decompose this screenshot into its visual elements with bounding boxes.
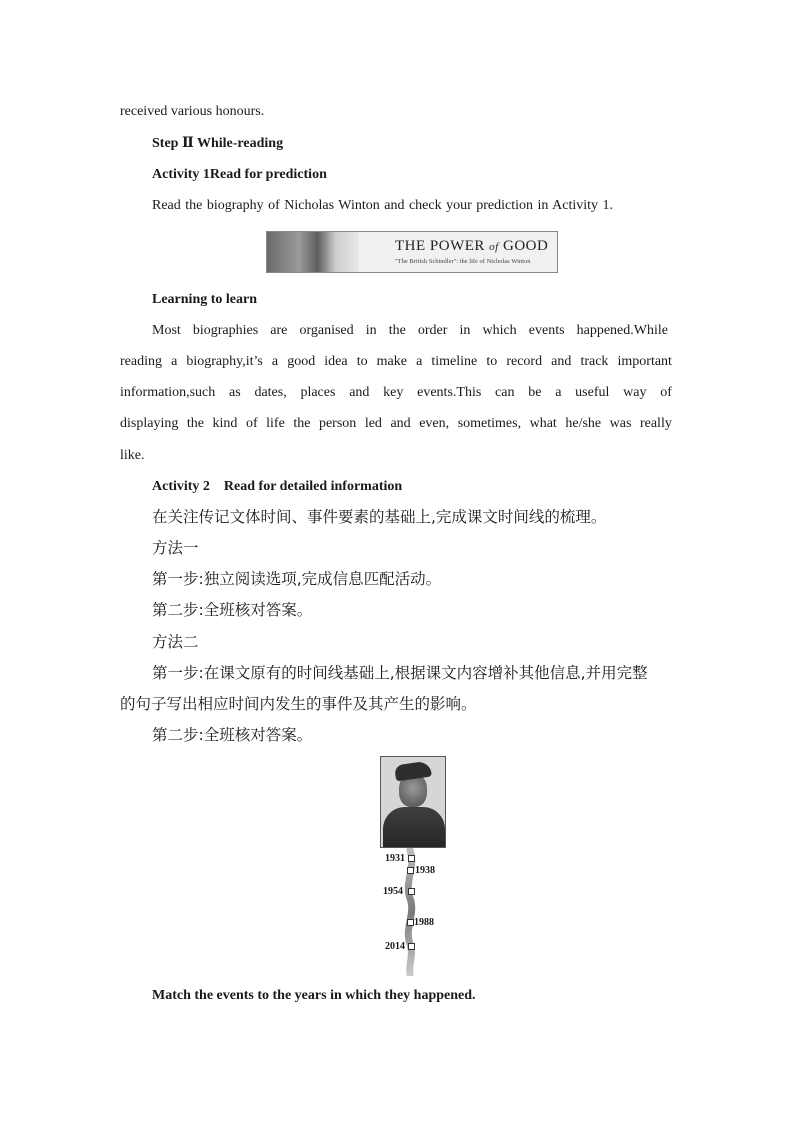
learning-word: really	[639, 416, 672, 431]
learning-word: he/she	[565, 416, 602, 431]
banner-title-main: THE POWER	[395, 238, 485, 254]
learning-word: and	[349, 385, 370, 400]
learning-word: person	[318, 416, 357, 431]
timeline-year-2014: 2014	[385, 941, 405, 952]
method2-step1-b: 的句子写出相应时间内发生的事件及其产生的影响。	[120, 695, 477, 713]
learning-line-1	[152, 321, 668, 341]
banner-title-end: GOOD	[502, 238, 549, 254]
learning-word: are	[270, 323, 288, 338]
learning-word: kind	[212, 416, 238, 431]
learning-word: and	[551, 354, 572, 369]
learning-word: even,	[419, 416, 450, 431]
learning-word: the	[388, 323, 406, 338]
method2-step1-a: 第一步:在课文原有的时间线基础上,根据课文内容增补其他信息,并用完整	[152, 664, 648, 682]
learning-word: dates,	[254, 385, 287, 400]
learning-word: displaying	[120, 416, 179, 431]
learning-word: events	[528, 323, 565, 338]
timeline-marker-1931	[408, 855, 415, 862]
learning-word: happened.While	[576, 323, 668, 338]
intro-end-text: received various honours.	[120, 104, 265, 119]
learning-word: of	[245, 416, 258, 431]
learning-word: sometimes,	[457, 416, 522, 431]
timeline-graphic	[380, 848, 450, 976]
learning-word: track	[580, 354, 609, 369]
cn-intro: 在关注传记文体时间、事件要素的基础上,完成课文时间线的梳理。	[152, 508, 607, 526]
learning-word: a	[171, 354, 178, 369]
learning-word: record	[506, 354, 543, 369]
portrait-cap	[394, 761, 432, 782]
method2-label: 方法二	[152, 633, 199, 651]
learning-word: events.This	[417, 385, 482, 400]
learning-word: which	[482, 323, 517, 338]
learning-line-4	[120, 414, 672, 434]
timeline-marker-1954	[408, 888, 415, 895]
learning-word: important	[617, 354, 672, 369]
learning-heading: Learning to learn	[152, 292, 257, 307]
learning-word: organised	[299, 323, 354, 338]
method1-step1: 第一步:独立阅读选项,完成信息匹配活动。	[152, 570, 442, 588]
activity1-instruction: Read the biography of Nicholas Winton and check your prediction in Activity 1.	[152, 198, 614, 213]
learning-word: biographies	[192, 323, 259, 338]
learning-word: to	[486, 354, 498, 369]
learning-word: can	[495, 385, 515, 400]
power-of-good-banner	[266, 231, 558, 273]
timeline-year-1931: 1931	[385, 853, 405, 864]
learning-word: reading	[120, 354, 162, 369]
learning-word: of	[660, 385, 672, 400]
method2-step2: 第二步:全班核对答案。	[152, 726, 313, 744]
learning-word: was	[609, 416, 632, 431]
learning-word: idea	[324, 354, 348, 369]
learning-word: life	[266, 416, 285, 431]
learning-word: biography,it’s	[186, 354, 263, 369]
learning-word: the	[293, 416, 311, 431]
learning-word: a	[271, 354, 279, 369]
timeline-marker-2014	[408, 943, 415, 950]
learning-word: make	[376, 354, 407, 369]
activity1-heading: Activity 1Read for prediction	[152, 167, 327, 182]
learning-word: order	[417, 323, 448, 338]
learning-line-2	[120, 352, 672, 372]
step-heading: Step Ⅱ While-reading	[152, 136, 284, 151]
learning-word: a	[555, 385, 562, 400]
learning-word: to	[356, 354, 368, 369]
learning-word: in	[365, 323, 377, 338]
learning-word: way	[623, 385, 647, 400]
learning-word: timeline	[431, 354, 478, 369]
learning-word: be	[528, 385, 542, 400]
timeline-marker-1988	[407, 919, 414, 926]
learning-word: led	[364, 416, 382, 431]
learning-word: useful	[575, 385, 610, 400]
timeline-marker-1938	[407, 867, 414, 874]
learning-word: the	[186, 416, 204, 431]
learning-word: places	[300, 385, 336, 400]
learning-word: as	[229, 385, 241, 400]
banner-photo	[267, 232, 359, 272]
learning-word: in	[459, 323, 471, 338]
learning-word: and	[390, 416, 411, 431]
learning-word: a	[416, 354, 423, 369]
learning-word: key	[383, 385, 404, 400]
portrait-uniform	[383, 807, 445, 848]
timeline-year-1954: 1954	[383, 886, 403, 897]
banner-title	[395, 238, 548, 255]
learning-word: Most	[152, 323, 181, 338]
method1-step2: 第二步:全班核对答案。	[152, 601, 313, 619]
learning-word: information,such	[120, 385, 216, 400]
match-instruction: Match the events to the years in which they happened.	[152, 988, 476, 1003]
learning-line-3	[120, 383, 672, 403]
learning-line-5	[120, 446, 145, 466]
winton-portrait-photo	[380, 756, 446, 848]
activity2-heading: Activity 2 Read for detailed information	[152, 479, 403, 494]
learning-word: like.	[120, 448, 145, 463]
timeline-year-1938: 1938	[415, 865, 435, 876]
banner-title-of: of	[489, 241, 499, 253]
banner-subtitle: "The British Schindler": the life of Nicholas Winton	[395, 258, 531, 265]
timeline-year-1988: 1988	[414, 917, 434, 928]
learning-word: good	[287, 354, 316, 369]
method1-label: 方法一	[152, 539, 199, 557]
learning-word: what	[529, 416, 557, 431]
